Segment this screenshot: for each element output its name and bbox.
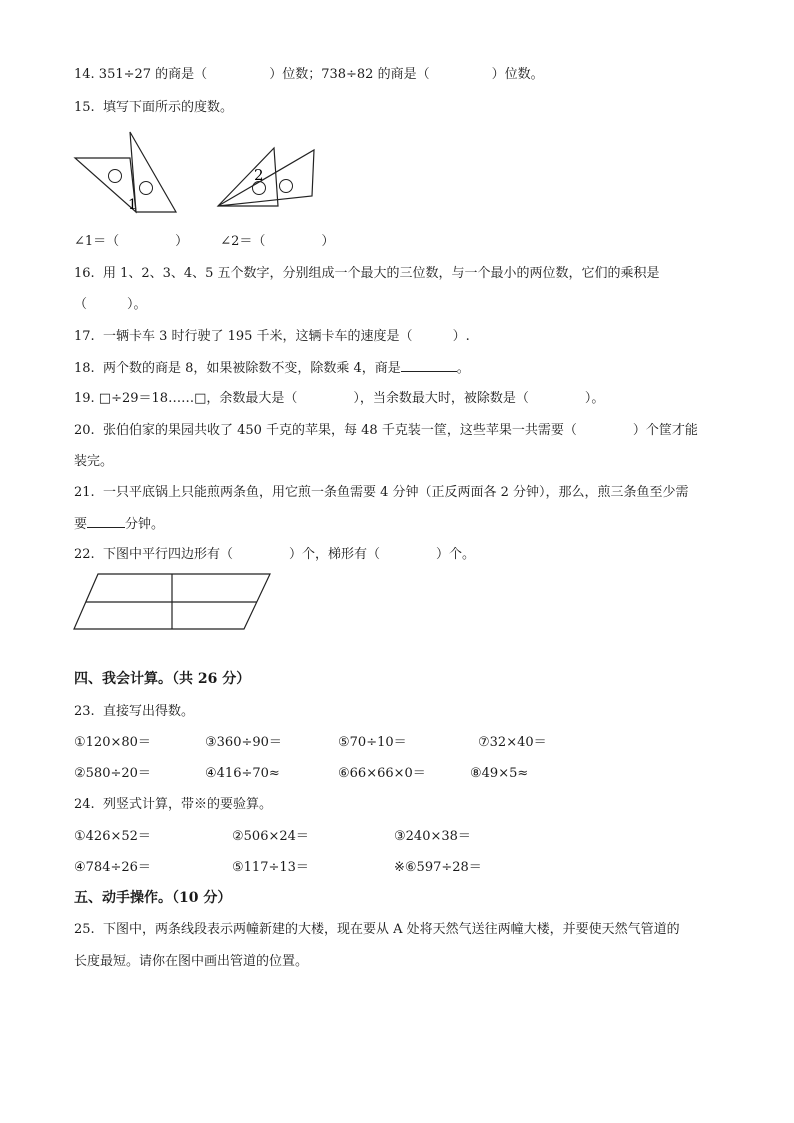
q23-item-6: ⑥66×66×0＝ (338, 766, 426, 781)
q24-item-1: ①426×52＝ (74, 829, 151, 844)
answer-blank-18[interactable] (401, 359, 457, 372)
question-17: 17. 一辆卡车 3 时行驶了 195 千米，这辆卡车的速度是（ ）. (74, 329, 470, 344)
question-22: 22. 下图中平行四边形有（ ）个，梯形有（ ）个。 (74, 547, 475, 562)
question-14: 14. 351÷27 的商是（ ）位数；738÷82 的商是（ ）位数。 (74, 67, 544, 82)
q23-item-5: ⑤70÷10＝ (338, 735, 407, 750)
question-25-line2: 长度最短。请你在图中画出管道的位置。 (74, 954, 309, 969)
question-16-line2: （ ）。 (74, 297, 147, 312)
question-20-line2: 装完。 (74, 454, 114, 469)
question-25-line1: 25. 下图中，两条线段表示两幢新建的大楼，现在要从 A 处将天然气送往两幢大楼，并要使天然气管道的 (74, 922, 680, 937)
question-24: 24. 列竖式计算，带※的要验算。 (74, 797, 272, 812)
q24-item-6: ※⑥597÷28＝ (394, 860, 482, 875)
q24-item-4: ④784÷26＝ (74, 860, 151, 875)
question-23: 23. 直接写出得数。 (74, 704, 194, 719)
q23-item-1: ①120×80＝ (74, 735, 151, 750)
triangle-figure-1 (70, 130, 180, 216)
q23-item-4: ④416÷70≈ (205, 766, 280, 781)
triangle-figure-2 (212, 130, 322, 210)
question-15-answers: ∠1＝（ ） ∠2＝（ ） (74, 234, 335, 249)
section-4-title: 四、我会计算。（共 26 分） (74, 671, 251, 687)
q23-item-8: ⑧49×5≈ (470, 766, 529, 781)
question-21-line2: 要 分钟。 (74, 517, 165, 532)
question-15: 15. 填写下面所示的度数。 (74, 100, 233, 115)
question-21-line1: 21. 一只平底锅上只能煎两条鱼，用它煎一条鱼需要 4 分钟（正反两面各 2 分钟），那么，煎三条鱼至少需 (74, 485, 689, 500)
q24-item-5: ⑤117÷13＝ (232, 860, 309, 875)
q23-item-3: ③360÷90＝ (205, 735, 282, 750)
q24-item-3: ③240×38＝ (394, 829, 471, 844)
angle-2-label: 2 (254, 166, 264, 184)
parallelogram-figure (72, 572, 272, 632)
question-19: 19. □÷29＝18……□，余数最大是（ ），当余数最大时，被除数是（ ）。 (74, 391, 605, 406)
question-18: 18. 两个数的商是 8，如果被除数不变，除数乘 4，商是 。 (74, 361, 470, 376)
section-5-title: 五、动手操作。（10 分） (74, 890, 232, 906)
angle-1-label: 1 (128, 197, 137, 213)
answer-blank-21[interactable] (87, 515, 125, 528)
q23-item-7: ⑦32×40＝ (478, 735, 547, 750)
question-16-line1: 16. 用 1、2、3、4、5 五个数字，分别组成一个最大的三位数，与一个最小的两位数，它们的乘积是 (74, 266, 660, 281)
question-20-line1: 20. 张伯伯家的果园共收了 450 千克的苹果，每 48 千克装一筐，这些苹果一共需要（ ）个筐才能 (74, 423, 698, 438)
q23-item-2: ②580÷20＝ (74, 766, 151, 781)
q24-item-2: ②506×24＝ (232, 829, 309, 844)
